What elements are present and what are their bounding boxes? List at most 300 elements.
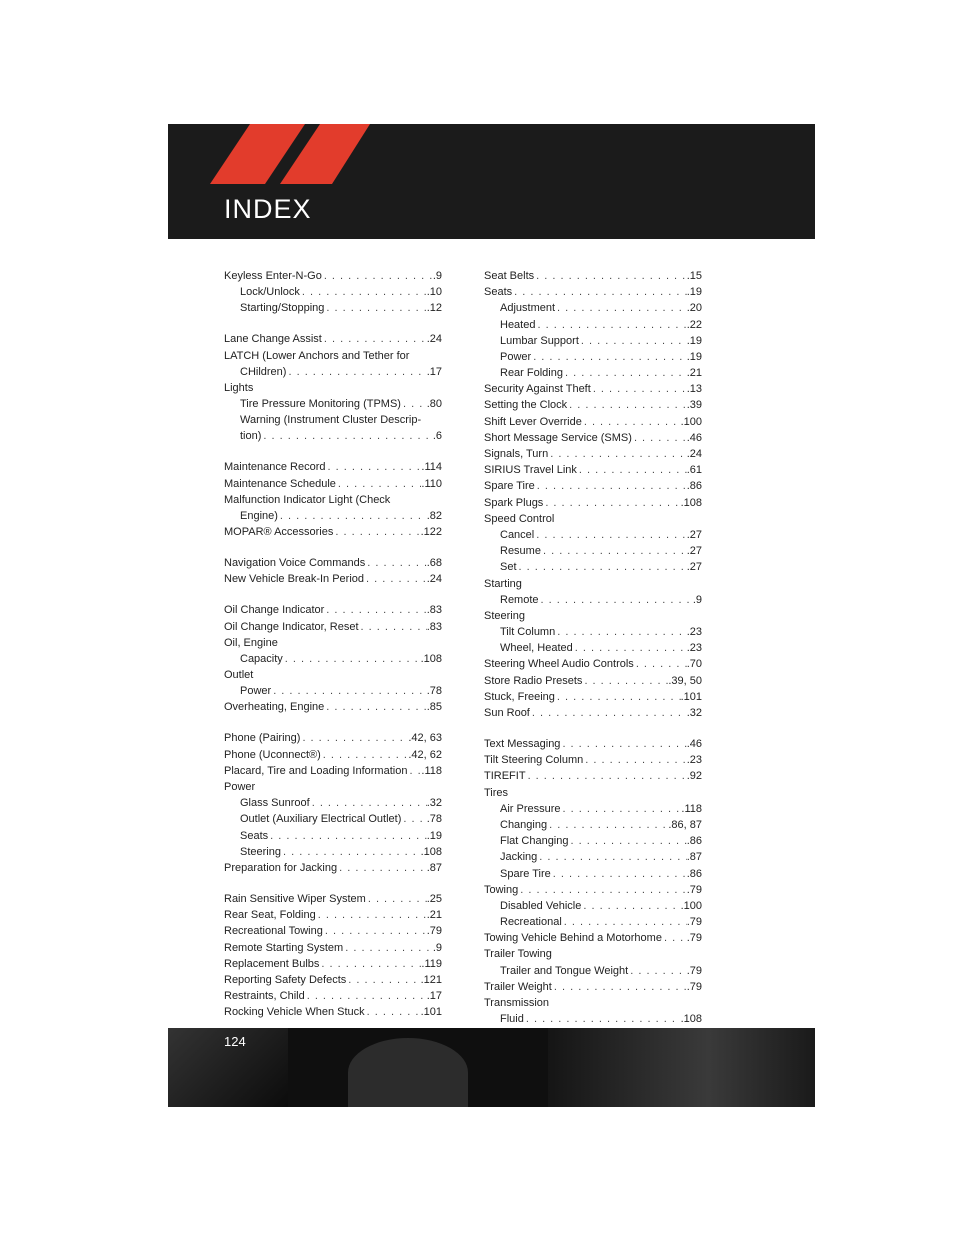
leader-dots (582, 673, 668, 689)
entry-term: Warning (Instrument Cluster Descrip- (240, 414, 422, 427)
index-entry (224, 988, 442, 1004)
leader-dots (324, 300, 426, 316)
entry-term: Steering Wheel Audio Controls (484, 658, 634, 671)
index-entry (224, 860, 442, 876)
entry-page: .79 (686, 932, 702, 945)
entry-term: Tires (484, 786, 509, 799)
index-entry (484, 882, 702, 898)
leader-dots (555, 624, 686, 640)
entry-term: Seats (240, 829, 269, 842)
index-entry (484, 673, 702, 689)
leader-dots (512, 284, 687, 300)
page-number: 124 (224, 1034, 246, 1049)
entry-page: .46 (686, 431, 702, 444)
index-subentry (484, 543, 702, 559)
entry-page: .23 (686, 626, 702, 639)
entry-page: .23 (686, 642, 702, 655)
index-entry (484, 736, 702, 752)
entry-page: .87 (686, 851, 702, 864)
entry-term: Stuck, Freeing (484, 690, 555, 703)
index-entry (484, 430, 702, 446)
index-subentry (484, 559, 702, 575)
leader-dots (526, 768, 687, 784)
index-subentry (484, 300, 702, 316)
entry-gap (224, 716, 442, 731)
index-entry (484, 608, 702, 624)
entry-page: .39 (686, 399, 702, 412)
leader-dots (582, 414, 681, 430)
entry-page: .79 (426, 925, 442, 938)
entry-term: Air Pressure (500, 802, 561, 815)
entry-page: .19 (686, 334, 702, 347)
leader-dots (537, 849, 686, 865)
leader-dots (517, 559, 687, 575)
index-entry (224, 459, 442, 475)
entry-page: .20 (686, 302, 702, 315)
entry-term: Power (500, 350, 532, 363)
leader-dots (632, 430, 687, 446)
entry-gap (224, 876, 442, 891)
leader-dots (535, 317, 686, 333)
leader-dots (359, 619, 427, 635)
entry-page: .79 (686, 964, 702, 977)
index-subentry (484, 801, 702, 817)
entry-term: Tire Pressure Monitoring (TPMS) (240, 398, 401, 411)
entry-page: .23 (686, 754, 702, 767)
entry-term: Glass Sunroof (240, 797, 310, 810)
entry-term: Fluid (500, 1013, 524, 1026)
entry-term: Cancel (500, 528, 535, 541)
index-subentry (484, 914, 702, 930)
entry-page: .101 (420, 1006, 442, 1019)
leader-dots (337, 860, 427, 876)
entry-page: .24 (426, 333, 442, 346)
entry-term: Disabled Vehicle (500, 899, 582, 912)
leader-dots (316, 907, 427, 923)
entry-page: .17 (426, 365, 442, 378)
entry-term: TIREFIT (484, 770, 526, 783)
entry-page: .118 (681, 802, 702, 815)
entry-page: .12 (426, 302, 442, 315)
entry-page: .27 (686, 528, 702, 541)
entry-term: Tilt Column (500, 626, 556, 639)
index-subentry (224, 428, 442, 444)
entry-term: Replacement Bulbs (224, 957, 320, 970)
index-entry (484, 478, 702, 494)
entry-term: Spare Tire (484, 480, 535, 493)
index-entry (224, 476, 442, 492)
index-entry (484, 268, 702, 284)
entry-page: .32 (686, 707, 702, 720)
index-entry (484, 946, 702, 962)
leader-dots (322, 268, 433, 284)
entry-term: Phone (Uconnect®) (224, 748, 321, 761)
index-subentry (224, 300, 442, 316)
entry-term: Signals, Turn (484, 448, 549, 461)
entry-term: Wheel, Heated (500, 642, 573, 655)
leader-dots (365, 1004, 421, 1020)
leader-dots (323, 923, 427, 939)
leader-dots (567, 397, 687, 413)
entry-term: Seats (484, 286, 513, 299)
index-entry (224, 348, 442, 364)
index-entry (484, 657, 702, 673)
index-subentry (484, 365, 702, 381)
index-subentry (484, 640, 702, 656)
entry-term: Security Against Theft (484, 383, 591, 396)
entry-term: Restraints, Child (224, 990, 305, 1003)
entry-page: .42, 63 (408, 732, 442, 745)
entry-term: Phone (Pairing) (224, 732, 301, 745)
entry-term: Shift Lever Override (484, 415, 582, 428)
leader-dots (552, 979, 687, 995)
entry-term: Maintenance Record (224, 461, 326, 474)
entry-term: Remote Starting System (224, 941, 344, 954)
entry-term: SIRIUS Travel Link (484, 464, 577, 477)
index-subentry (224, 683, 442, 699)
leader-dots (324, 699, 426, 715)
entry-page: .101 (680, 690, 702, 703)
entry-page: .78 (426, 685, 442, 698)
entry-term: LATCH (Lower Anchors and Tether for (224, 349, 410, 362)
brand-stripes-logo (210, 124, 370, 184)
leader-dots (569, 833, 687, 849)
index-subentry (224, 828, 442, 844)
entry-term: Oil Change Indicator (224, 604, 325, 617)
index-entry (224, 730, 442, 746)
leader-dots (551, 866, 687, 882)
entry-page: .78 (426, 813, 442, 826)
leader-dots (560, 736, 686, 752)
index-entry (224, 972, 442, 988)
index-entry (484, 995, 702, 1011)
index-subentry (484, 333, 702, 349)
entry-page: .22 (686, 318, 702, 331)
entry-term: Trailer Weight (484, 980, 552, 993)
leader-dots (628, 963, 686, 979)
leader-dots (283, 651, 421, 667)
entry-page: .119 (421, 957, 442, 970)
leader-dots (324, 602, 426, 618)
index-entry (224, 700, 442, 716)
entry-page: .82 (426, 510, 442, 523)
entry-page: .114 (421, 461, 442, 474)
entry-term: Starting (484, 577, 522, 590)
entry-page: .25 (426, 892, 442, 905)
leader-dots (286, 364, 426, 380)
leader-dots (543, 495, 680, 511)
leader-dots (534, 527, 686, 543)
footer-bar (168, 1028, 815, 1107)
index-entry (224, 747, 442, 763)
entry-page: .21 (686, 367, 702, 380)
entry-term: Overheating, Engine (224, 701, 325, 714)
entry-term: Steering (240, 845, 281, 858)
index-subentry (224, 651, 442, 667)
entry-page: .42, 62 (408, 748, 442, 761)
leader-dots (261, 428, 432, 444)
entry-page: .83 (426, 620, 442, 633)
entry-term: Placard, Tire and Loading Information (224, 764, 408, 777)
leader-dots (407, 763, 421, 779)
index-subentry (484, 849, 702, 865)
leader-dots (336, 476, 421, 492)
entry-term: Flat Changing (500, 835, 569, 848)
index-subentry (484, 317, 702, 333)
index-subentry (484, 624, 702, 640)
entry-page: .108 (680, 496, 702, 509)
index-entry (484, 381, 702, 397)
entry-page: .86 (686, 835, 702, 848)
entry-page: .21 (426, 909, 442, 922)
entry-term: Engine) (240, 510, 278, 523)
index-entry (484, 689, 702, 705)
leader-dots (530, 705, 687, 721)
index-subentry (224, 508, 442, 524)
leader-dots (346, 972, 420, 988)
index-entry (484, 705, 702, 721)
leader-dots (319, 956, 421, 972)
leader-dots (581, 898, 680, 914)
leader-dots (634, 656, 687, 672)
leader-dots (326, 459, 422, 475)
index-entry (484, 576, 702, 592)
entry-term: Malfunction Indicator Light (Check (224, 493, 391, 506)
leader-dots (547, 817, 668, 833)
index-entry (484, 511, 702, 527)
leader-dots (366, 891, 427, 907)
entry-page: .10 (426, 286, 442, 299)
entry-term: Rocking Vehicle When Stuck (224, 1006, 365, 1019)
leader-dots (662, 930, 687, 946)
entry-term: Setting the Clock (484, 399, 568, 412)
index-column-right (484, 268, 702, 1027)
index-entry (224, 956, 442, 972)
index-entry (224, 492, 442, 508)
entry-page: .86, 87 (668, 818, 702, 831)
leader-dots (278, 508, 427, 524)
entry-gap (224, 540, 442, 555)
entry-term: Jacking (500, 851, 538, 864)
entry-term: Trailer and Tongue Weight (500, 964, 629, 977)
index-entry (224, 923, 442, 939)
index-entry (484, 752, 702, 768)
entry-gap (224, 317, 442, 332)
leader-dots (561, 801, 682, 817)
index-entry (224, 940, 442, 956)
entry-term: Oil Change Indicator, Reset (224, 620, 359, 633)
entry-page: .9 (432, 269, 442, 282)
entry-term: Sun Roof (484, 707, 530, 720)
index-column-left (224, 268, 442, 1020)
entry-term: Resume (500, 545, 541, 558)
index-entry (224, 635, 442, 651)
entry-term: Power (240, 685, 272, 698)
entry-page: .32 (426, 797, 442, 810)
entry-page: .100 (680, 415, 702, 428)
entry-page: .118 (421, 764, 442, 777)
leader-dots (300, 730, 408, 746)
entry-term: Maintenance Schedule (224, 477, 336, 490)
leader-dots (518, 882, 686, 898)
leader-dots (310, 795, 427, 811)
index-entry (224, 268, 442, 284)
entry-term: tion) (240, 430, 262, 443)
entry-page: .6 (432, 430, 442, 443)
entry-page: .61 (686, 464, 702, 477)
index-subentry (484, 527, 702, 543)
entry-term: Seat Belts (484, 269, 535, 282)
entry-page: .100 (680, 899, 702, 912)
index-subentry (224, 284, 442, 300)
entry-page: .19 (686, 286, 702, 299)
index-subentry (224, 412, 442, 428)
entry-term: Preparation for Jacking (224, 861, 338, 874)
entry-page: .46 (686, 738, 702, 751)
index-entry (484, 462, 702, 478)
footer-photo-figure (348, 1038, 468, 1107)
leader-dots (321, 747, 409, 763)
leader-dots (555, 300, 687, 316)
leader-dots (539, 592, 693, 608)
index-entry (224, 380, 442, 396)
index-subentry (484, 866, 702, 882)
entry-term: Lane Change Assist (224, 333, 322, 346)
leader-dots (401, 396, 427, 412)
entry-term: Recreational (500, 916, 562, 929)
entry-page: .80 (426, 398, 442, 411)
entry-page: .86 (686, 867, 702, 880)
entry-term: Spark Plugs (484, 496, 544, 509)
index-entry (484, 414, 702, 430)
leader-dots (583, 752, 686, 768)
entry-page: .27 (686, 561, 702, 574)
entry-term: Text Messaging (484, 738, 561, 751)
entry-term: Heated (500, 318, 536, 331)
index-entry (224, 1004, 442, 1020)
entry-term: Recreational Towing (224, 925, 323, 938)
entry-page: .13 (686, 383, 702, 396)
entry-term: Rain Sensitive Wiper System (224, 892, 366, 905)
leader-dots (268, 828, 427, 844)
entry-term: Trailer Towing (484, 948, 552, 961)
index-entry (224, 602, 442, 618)
entry-term: Store Radio Presets (484, 674, 583, 687)
leader-dots (548, 446, 687, 462)
leader-dots (591, 381, 687, 397)
index-header (168, 124, 815, 239)
entry-page: .121 (420, 973, 442, 986)
index-entry (224, 779, 442, 795)
leader-dots (305, 988, 427, 1004)
entry-term: Tilt Steering Column (484, 754, 584, 767)
leader-dots (579, 333, 687, 349)
index-entry (224, 763, 442, 779)
leader-dots (573, 640, 687, 656)
entry-page: .92 (686, 770, 702, 783)
entry-gap (224, 445, 442, 460)
entry-page: .24 (686, 448, 702, 461)
entry-page: .87 (426, 861, 442, 874)
index-entry (484, 930, 702, 946)
index-subentry (484, 963, 702, 979)
leader-dots (534, 268, 687, 284)
entry-page: .110 (421, 477, 442, 490)
entry-page: .24 (426, 573, 442, 586)
leader-dots (562, 914, 687, 930)
entry-term: Speed Control (484, 512, 555, 525)
entry-term: Steering (484, 609, 525, 622)
footer-photo-interior (548, 1028, 815, 1107)
leader-dots (281, 844, 421, 860)
leader-dots (401, 811, 426, 827)
entry-page: .86 (686, 480, 702, 493)
entry-term: Capacity (240, 652, 283, 665)
entry-term: Rear Folding (500, 367, 563, 380)
leader-dots (524, 1011, 681, 1027)
entry-page: .70 (686, 658, 702, 671)
index-subentry (224, 811, 442, 827)
index-entry (484, 979, 702, 995)
index-subentry (224, 795, 442, 811)
index-subentry (224, 844, 442, 860)
entry-term: Adjustment (500, 302, 556, 315)
leader-dots (541, 543, 687, 559)
leader-dots (555, 689, 681, 705)
entry-term: Reporting Safety Defects (224, 973, 347, 986)
index-entry (484, 785, 702, 801)
index-entry (484, 446, 702, 462)
leader-dots (333, 524, 420, 540)
entry-term: Towing (484, 883, 519, 896)
entry-page: .122 (420, 526, 442, 539)
entry-page: .9 (692, 593, 702, 606)
leader-dots (271, 683, 427, 699)
index-subentry (484, 898, 702, 914)
entry-page: .17 (426, 990, 442, 1003)
entry-page: .39, 50 (668, 674, 702, 687)
index-subentry (224, 364, 442, 380)
entry-page: .15 (686, 269, 702, 282)
entry-term: Remote (500, 593, 539, 606)
leader-dots (343, 940, 433, 956)
entry-term: Lights (224, 381, 254, 394)
page-title: INDEX (224, 194, 312, 224)
entry-gap (224, 588, 442, 603)
entry-term: Short Message Service (SMS) (484, 431, 632, 444)
entry-term: Power (224, 781, 256, 794)
index-entry (224, 907, 442, 923)
index-entry (224, 571, 442, 587)
entry-term: Oil, Engine (224, 636, 278, 649)
index-subentry (224, 396, 442, 412)
entry-page: .68 (426, 557, 442, 570)
index-entry (224, 667, 442, 683)
index-subentry (484, 833, 702, 849)
entry-page: .9 (432, 941, 442, 954)
leader-dots (577, 462, 687, 478)
leader-dots (535, 478, 687, 494)
entry-term: Lock/Unlock (240, 286, 300, 299)
entry-term: Keyless Enter-N-Go (224, 269, 322, 282)
entry-term: Lumbar Support (500, 334, 579, 347)
leader-dots (300, 284, 427, 300)
index-subentry (484, 592, 702, 608)
entry-term: Spare Tire (500, 867, 551, 880)
entry-term: Outlet (Auxiliary Electrical Outlet) (240, 813, 402, 826)
index-entry (224, 524, 442, 540)
index-subentry (484, 817, 702, 833)
